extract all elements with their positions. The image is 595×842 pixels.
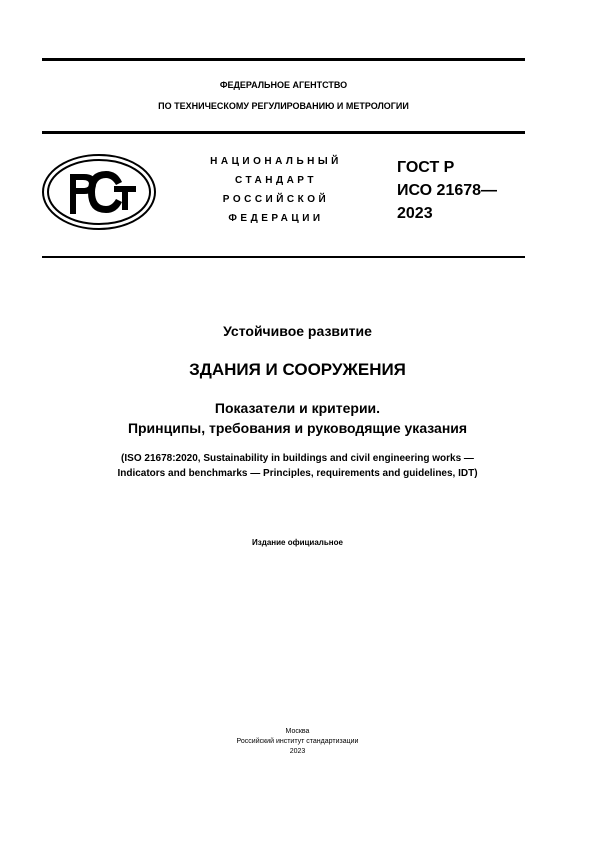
footer-year: 2023 <box>289 748 306 755</box>
standard-type-line-2: СТАНДАРТ <box>235 175 317 186</box>
agency-name-line-1: ФЕДЕРАЛЬНОЕ АГЕНТСТВО <box>219 80 348 90</box>
standard-type-line-3: РОССИЙСКОЙ <box>222 194 330 205</box>
edition-note: Издание официальное <box>252 538 343 547</box>
gost-r-logo-icon <box>40 152 158 232</box>
agency-name-line-2: ПО ТЕХНИЧЕСКОМУ РЕГУЛИРОВАНИЮ И МЕТРОЛОГИИ <box>158 101 409 111</box>
iso-reference-line-2: Indicators and benchmarks — Principles, requirements and guidelines, IDT) <box>117 468 478 479</box>
bottom-rule <box>42 256 525 258</box>
document-subtitle-line-2: Принципы, требования и руководящие указания <box>127 420 468 436</box>
standard-type-line-1: НАЦИОНАЛЬНЫЙ <box>210 156 342 167</box>
designation-line-2: ИСО 21678— <box>397 182 498 199</box>
designation-line-1: ГОСТ Р <box>397 159 455 176</box>
middle-rule <box>42 131 525 134</box>
document-subtitle-line-1: Показатели и критерии. <box>214 400 381 416</box>
footer-city: Москва <box>285 728 310 735</box>
document-subject: Устойчивое развитие <box>223 323 372 339</box>
footer-publisher: Российский институт стандартизации <box>236 738 359 745</box>
iso-reference-line-1: (ISO 21678:2020, Sustainability in buildings and civil engineering works — <box>121 453 474 464</box>
top-rule <box>42 58 525 61</box>
document-title: ЗДАНИЯ И СООРУЖЕНИЯ <box>189 360 406 379</box>
designation-line-3: 2023 <box>397 205 433 222</box>
standard-type-line-4: ФЕДЕРАЦИИ <box>228 213 324 224</box>
